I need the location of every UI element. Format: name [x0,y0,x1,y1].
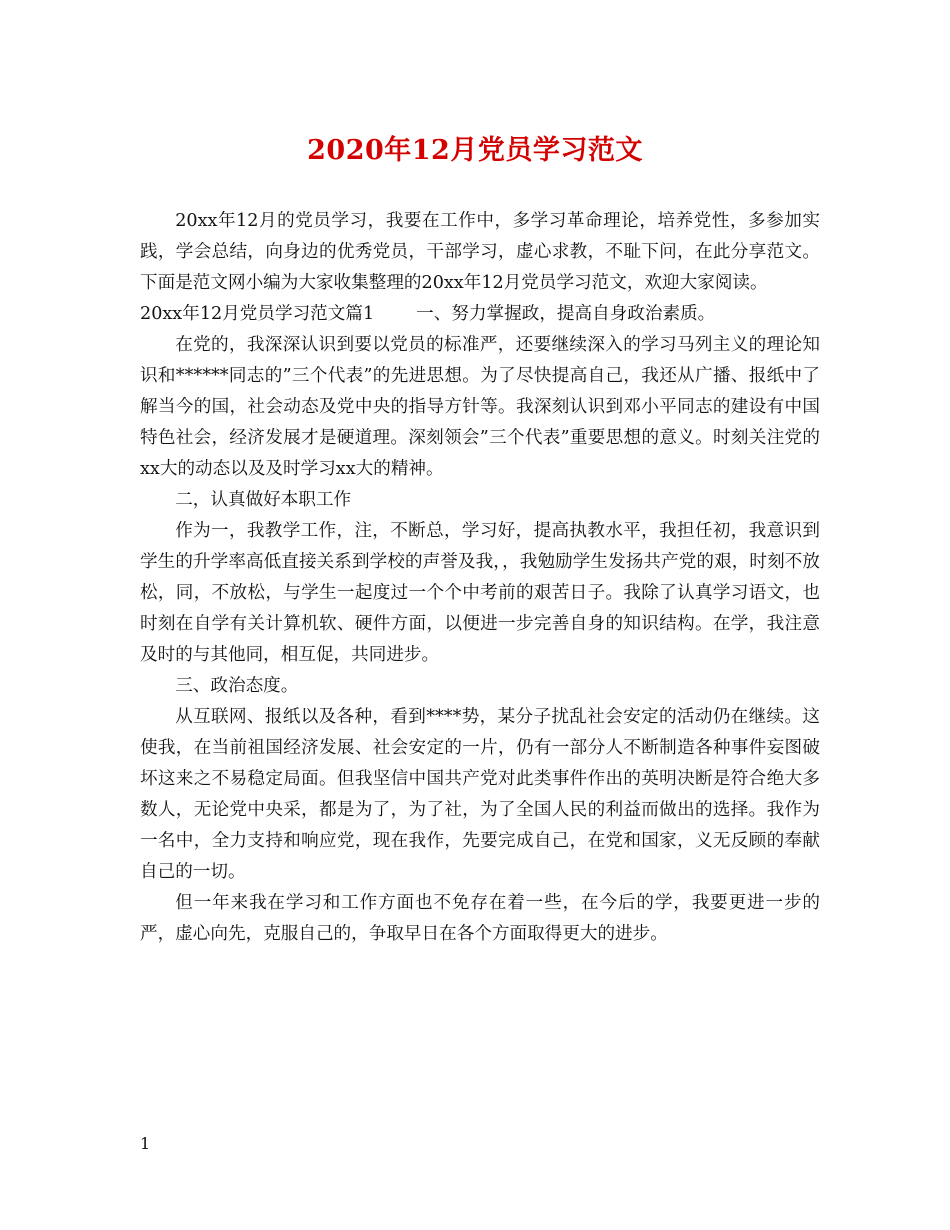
section1-paragraph: 在党的，我深深认识到要以党员的标准严，还要继续深入的学习马列主义的理论知识和******同志的”三个代表”的先进思想。为了尽快提高自己，我还从广播、报纸中了解当今的国，社会动态及党中央的指导方针等。我深刻认识到邓小平同志的建设有中国特色社会，经济发展才是硬道理。深刻领会”三个代表”重要思想的意义。时刻关注党的xx大的动态以及及时学习xx大的精神。 [140,335,820,479]
section2-paragraph: 作为一，我教学工作，注，不断总，学习好，提高执教水平，我担任初，我意识到学生的升学率高低直接关系到学校的声誉及我，，我勉励学生发扬共产党的艰，时刻不放松，同，不放松，与学生一起度过一个个中考前的艰苦日子。我除了认真学习语文，也时刻在自学有关计算机软、硬件方面，以便进一步完善自身的知识结构。在学，我注意及时的与其他同，相互促，共同进步。 [140,521,820,665]
article-heading: 20xx年12月党员学习范文篇1 [140,304,375,324]
article-heading-line [140,299,820,330]
document-title: 2020年12月党员学习范文 [307,135,643,166]
section3-paragraph: 从互联网、报纸以及各种，看到****势，某分子扰乱社会安定的活动仍在继续。这使我，在当前祖国经济发展、社会安定的一片，仍有一部分人不断制造各种事件妄图破坏这来之不易稳定局面。但我坚信中国共产党对此类事件作出的英明决断是符合绝大多数人，无论党中央采，都是为了，为了社，为了全国人民的利益而做出的选择。我作为一名中，全力支持和响应党，现在我作，先要完成自己，在党和国家，义无反顾的奉献自己的一切。 [140,707,820,882]
document-body [140,206,820,950]
section3-heading: 三、政治态度。 [175,676,299,696]
closing-paragraph: 但一年来我在学习和工作方面也不免存在着一些，在今后的学，我要更进一步的严，虚心向先，克服自己的，争取早日在各个方面取得更大的进步。 [140,893,820,944]
page-number: 1 [140,1134,151,1153]
section1-heading: 一、努力掌握政，提高自身政治素质。 [416,304,716,324]
section2-heading: 二，认真做好本职工作 [175,490,352,510]
intro-paragraph: 20xx年12月的党员学习，我要在工作中，多学习革命理论，培养党性，多参加实践，学会总结，向身边的优秀党员，干部学习，虚心求教，不耻下问，在此分享范文。下面是范文网小编为大家收集整理的20xx年12月党员学习范文，欢迎大家阅读。 [140,211,820,293]
